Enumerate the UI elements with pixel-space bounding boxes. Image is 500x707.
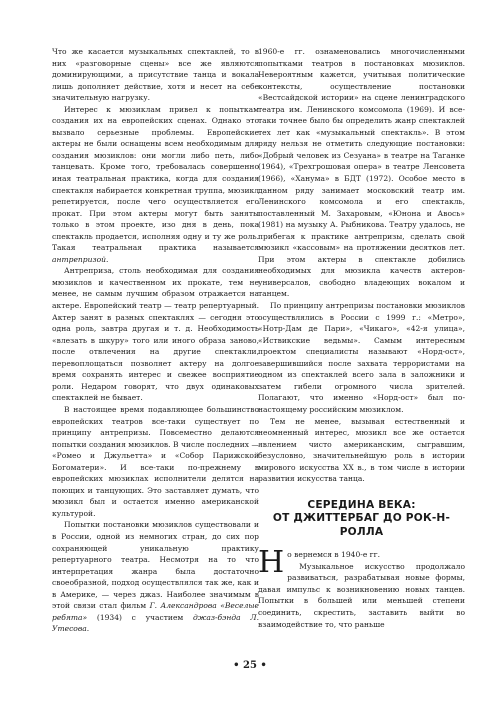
left-column [52, 46, 259, 635]
page-number: • 25 • [233, 660, 267, 671]
section-heading-line-1: СЕРЕДИНА ВЕКА: [307, 498, 416, 511]
paragraph: Антреприза, столь необходимая для создания мюзиклов и качественном их прокате, тем не менее, не самым лучшим образом отражается на актере. Европейский театр — театр репертуарный. Актер занят в разных спектаклях — сегодня это одна роль, завтра другая и т. д. Необходимость «влезать в шкуру» того или иного образа заново, после отвлечения на другие спектакли, перевоплощаться позволяет актеру на долгое время сохранять интерес и свежее восприятие роли. Недаром говорят, что двух одинаковых спектаклей не бывает. [52, 266, 259, 403]
paragraph: Музыкальное искусство продолжало развиваться, разрабатывая новые формы, давая импульс к возникновению новых танцев. Попытки в большей или меньшей степени соединить, скрестить, заставить выйти во взаимодействие то, что раньше [258, 561, 465, 629]
paragraph-text: Попытки постановки мюзиклов существовали и в России, одной из немногих стран, до сих пор сохраняющей уникальную практику репертуарного театра. Несмотря на то что интерпретация жанра была достаточно своеобразной, подход осуществлялся так же, как и в Америке, — через джаз. Наиболее значимым в этой связи стал фильм [52, 520, 259, 611]
paragraph: 1960-е гг. ознаменовались многочисленными попытками театров в постановках мюзиклов. Невероятным кажется, учитывая политические контексты, осуществление постановки «Вестсайдской истории» на сцене ленинградского театра им. Ленинского комсомола (1969). И все-таки точнее было бы определить жанр спектаклей тех лет как «музыкальный спектакль». В этом ряду нельзя не отметить следующие постановки: «Добрый человек из Сезуана» в театре на Таганке (1964), «Трехгрошовая опера» в театре Ленсовета (1966), «Ханума» в БДТ (1972). Особое место в данном ряду занимает московский театр им. Ленинского комсомола и его спектакль, поставленный М. Захаровым, «Юнона и Авось» (1981) на музыку А. Рыбникова. Театру удалось, не прибегая к практике антрепризы, сделать свой мюзикл «кассовым» на протяжении десятков лет. При этом актеры в спектакле добились необходимых для мюзикла качеств актеров-универсалов, свободно владеющих вокалом и танцем. [258, 47, 465, 299]
paragraph-text: (1934) с участием [87, 612, 193, 622]
paragraph-text: Интерес к мюзиклам привел к попыткам создания их на европейских сценах. Однако это вызвало серьезные проблемы. Европейские актеры не были оснащены всем необходимым для создания мюзиклов: они могли либо петь, либо танцевать. Кроме того, требовалась совершенно иная театральная практика, когда для создания спектакля набирается конкретная труппа, мюзикл репетируется, после чего осуществляется его прокат. При этом актеры могут быть заняты только в этом проекте, изо дня в день, пока спектакль продается, исполняя одну и ту же роль. Такая театральная практика называется [52, 104, 259, 253]
drop-cap: Н [258, 545, 285, 581]
section-heading [258, 499, 465, 540]
term-antreprise: антрепризой [52, 254, 106, 264]
paragraph-dropcap [258, 545, 465, 581]
right-column [258, 46, 465, 630]
paragraph: Интерес к мюзиклам привел к попыткам создания их на европейских сценах. Однако это вызвало серьезные проблемы. Европейские актеры не были оснащены всем необходимым для создания мюзиклов: они могли либо петь, либо танцевать. Кроме того, требовалась совершенно иная театральная практика, когда для создания спектакля набирается конкретная труппа, мюзикл репетируется, после чего осуществляется его прокат. При этом актеры могут быть заняты только в этом проекте, изо дня в день, пока спектакль продается, исполняя одну и ту же роль. Такая театральная практика называется антрепризой. [52, 104, 259, 264]
band-name: джаз-бэнда Л. Утесова [52, 612, 259, 634]
paragraph-text: о вернемся в 1940-е гг. [287, 550, 380, 560]
paragraph: В настоящее время подавляющее большинство европейских театров все-таки существует по принципу антрепризы. Повсеместно делаются попытки создания мюзиклов. В числе последних — «Ромео и Джульетта» и «Собор Парижской Богоматери». И все-таки по-прежнему в европейских мюзиклах исполнители делятся на поющих и танцующих. Это заставляет думать, что мюзикл был и остается именно американской культурой. [52, 404, 259, 518]
paragraph: По принципу антрепризы постановки мюзиклов осуществлялись в России с 1999 г.: «Метро», «Нотр-Дам де Пари», «Чикаго», «42-я улица», «Иствикские ведьмы». Самым интересным проектом специалисты называют «Норд-ост», завершившийся после захвата террористами на одном из спектаклей всего зала в заложники и затем гибели огромного числа зрителей. Полагают, что именно «Норд-ост» был по-настоящему российским мюзиклом. [258, 301, 465, 414]
film-title: Г. Александрова «Веселые ребята» [52, 601, 259, 622]
paragraph: Попытки постановки мюзиклов существовали и в России, одной из немногих стран, до сих пор сохраняющей уникальную практику репертуарного театра. Несмотря на то что интерпретация жанра была достаточно своеобразной, подход осуществлялся так же, как и в Америке, — через джаз. Наиболее значимым в этой связи стал фильм Г. Александрова «Веселые ребята» (1934) с участием джаз-бэнда Л. Утесова. [52, 520, 259, 634]
paragraph: Что же касается музыкальных спектаклей, то в них «разговорные сцены» все же являются доминирующими, а присутствие танца и вокала лишь дополняет действие, хотя и несет на себе значительную нагрузку. [52, 47, 259, 103]
section-heading-line-2: ОТ ДЖИТТЕРБАГ ДО РОК-Н-РОЛЛА [272, 512, 451, 538]
paragraph: Тем не менее, вызывая естественный и неомненный интерес, мюзикл все же остается явлением чисто американским, сыгравшим, безусловно, значительнейшую роль в истории мирового искусства XX в., в том числе в истории развития искусства танца. [258, 416, 465, 484]
